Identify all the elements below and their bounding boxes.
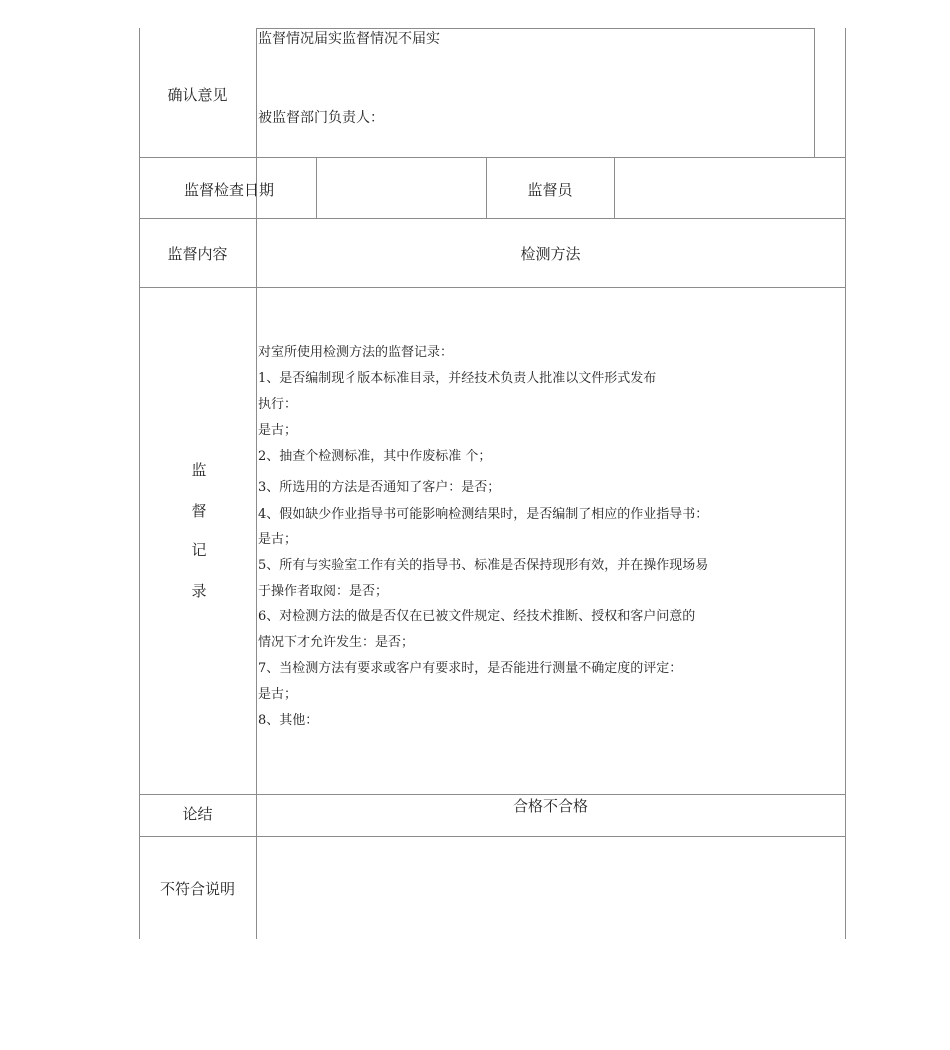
confirmation-status-text: 监督情况届实监督情况不届实 <box>258 31 440 47</box>
inspector-value-divider <box>614 157 615 218</box>
record-line-11: 6、对检测方法的做是否仅在已被文件规定、经技术推断、授权和客户问意的 <box>258 609 696 624</box>
record-line-7: 4、假如缺少作业指导书可能影响检测结果时，是否编制了相应的作业指导书： <box>258 507 709 522</box>
record-line-15: 8、其他： <box>258 713 319 728</box>
confirmation-inner-right-border <box>814 28 815 157</box>
row-divider-conclusion <box>139 836 846 837</box>
inspector-label: 监督员 <box>527 181 573 199</box>
record-line-4: 是古； <box>258 423 298 438</box>
inspection-date-label: 监督检查日期 <box>183 181 274 199</box>
row-divider-inspection <box>139 218 846 219</box>
record-label-char-4: 录 <box>191 582 207 600</box>
conclusion-value: 合格不合格 <box>512 797 588 815</box>
content-label: 监督内容 <box>167 245 228 263</box>
record-line-8: 是古； <box>258 532 298 547</box>
record-line-13: 7、当检测方法有要求或客户有要求时，是否能进行测量不确定度的评定： <box>258 661 683 676</box>
confirmation-label: 确认意见 <box>167 86 228 104</box>
record-line-6: 3、所选用的方法是否通知了客户：是否； <box>258 480 501 495</box>
record-line-10: 于操作者取阅：是否； <box>258 584 389 599</box>
table-border-left <box>139 28 140 939</box>
table-border-top <box>256 28 814 29</box>
content-value: 检测方法 <box>520 245 581 263</box>
record-label-char-1: 监 <box>191 461 207 479</box>
record-line-9: 5、所有与实验室工作有关的指导书、标准是否保持现形有效，并在操作现场易 <box>258 558 709 573</box>
responsible-person-label: 被监督部门负责人： <box>258 110 384 126</box>
record-line-2: 1、是否编制现彳版本标准目录，并经技术负责人批准以文件形式发布 <box>258 371 657 386</box>
nonconformity-label: 不符合说明 <box>159 880 235 898</box>
record-line-14: 是古； <box>258 687 298 702</box>
table-border-right <box>845 28 846 939</box>
record-line-3: 执行： <box>258 397 298 412</box>
record-line-5: 2、抽查个检测标准，其中作废标准 个； <box>258 449 492 464</box>
record-line-1: 对室所使用检测方法的监督记录： <box>258 345 454 360</box>
record-line-12: 情况下才允许发生：是否； <box>258 635 415 650</box>
record-label-char-3: 记 <box>191 541 207 559</box>
row-divider-confirmation <box>139 157 846 158</box>
conclusion-label: 论结 <box>182 805 213 823</box>
row-divider-record <box>139 794 846 795</box>
record-label-char-2: 督 <box>191 502 207 520</box>
date-value-divider <box>316 157 317 218</box>
row-divider-content <box>139 287 846 288</box>
